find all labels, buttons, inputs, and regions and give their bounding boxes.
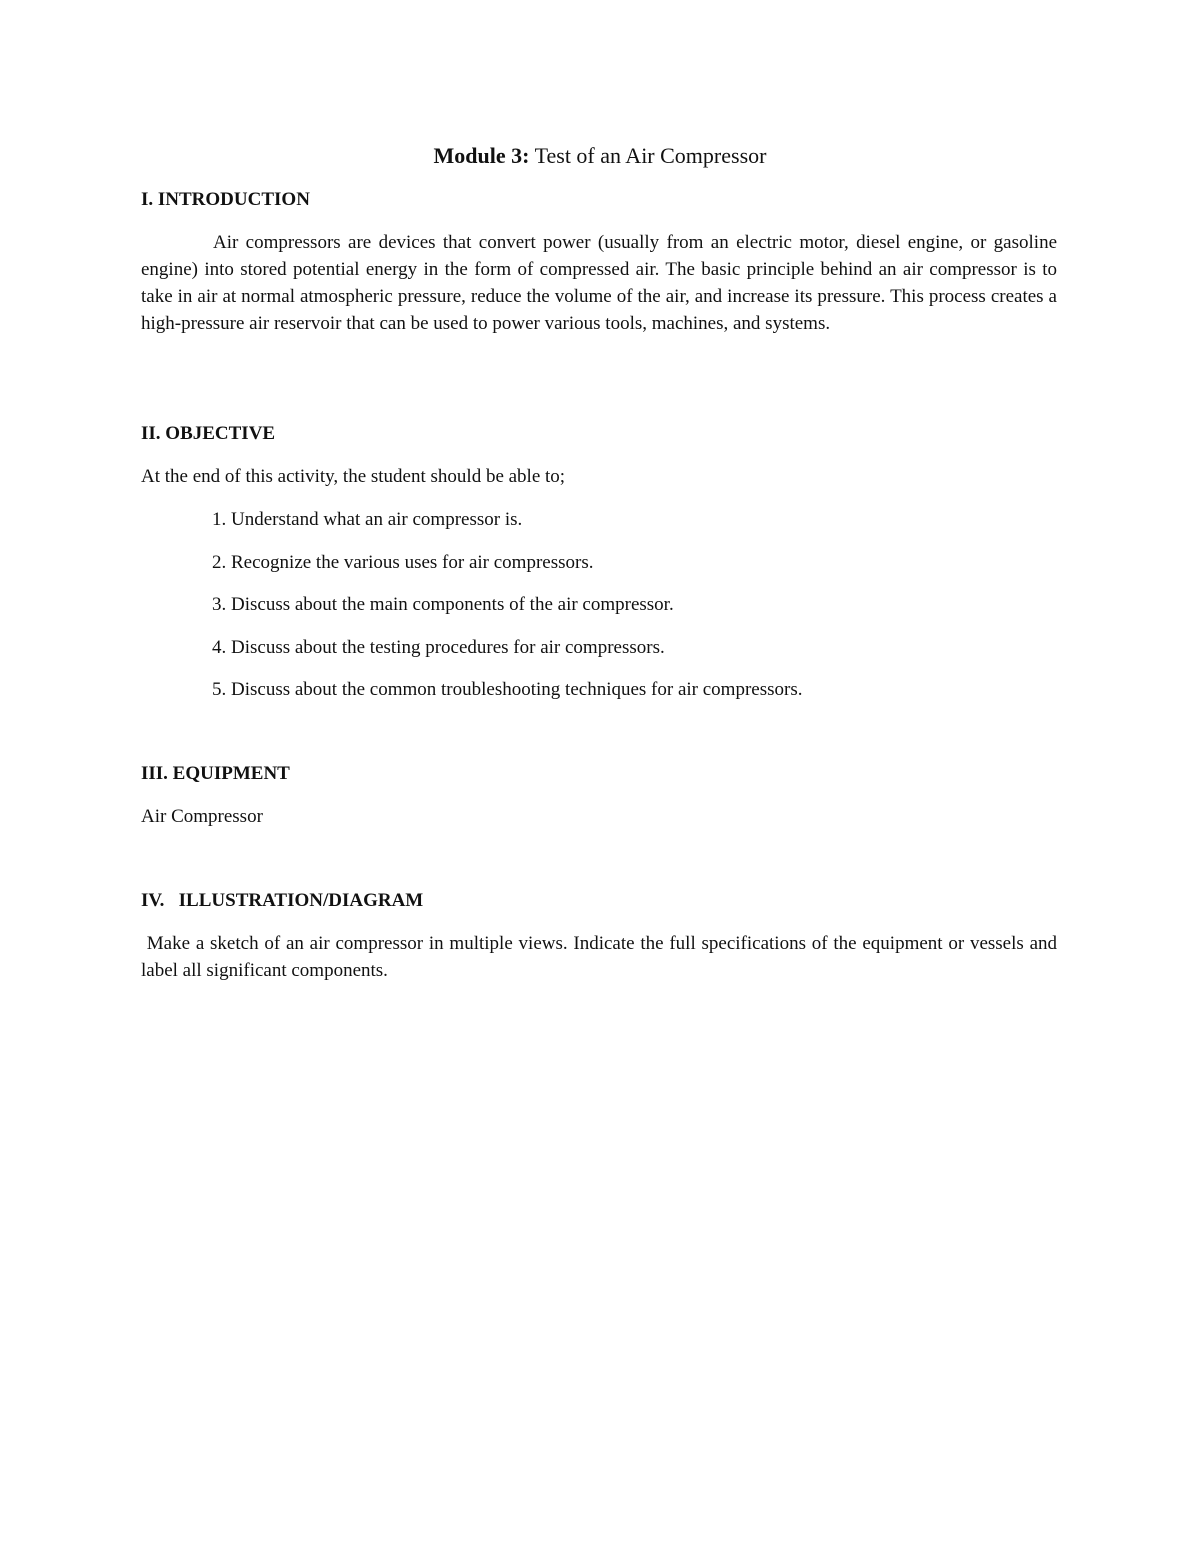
- illustration-body: Make a sketch of an air compressor in multiple views. Indicate the full specifications of the equipment or vessels and label all significant components.: [141, 933, 1062, 981]
- objective-item: 3. Discuss about the main components of the air compressor.: [212, 594, 674, 616]
- module-name: Test of an Air Compressor: [529, 143, 767, 168]
- equipment-heading: III. EQUIPMENT: [141, 763, 290, 784]
- page-title: [0, 142, 1200, 170]
- objective-list: [212, 508, 802, 721]
- objective-item: 1. Understand what an air compressor is.: [212, 509, 523, 530]
- illustration-heading: IV. ILLUSTRATION/DIAGRAM: [141, 890, 424, 911]
- objective-item: 4. Discuss about the testing procedures for air compressors.: [212, 636, 665, 658]
- objective-item: 5. Discuss about the common troubleshooting techniques for air compressors.: [212, 679, 803, 701]
- module-number: Module 3:: [433, 143, 530, 168]
- objective-item: 2. Recognize the various uses for air compressors.: [212, 551, 594, 573]
- equipment-item: Air Compressor: [141, 806, 263, 827]
- objective-lead: At the end of this activity, the student should be able to;: [141, 466, 566, 487]
- introduction-heading: I. INTRODUCTION: [141, 189, 310, 210]
- objective-heading: II. OBJECTIVE: [141, 423, 276, 444]
- introduction-body: Air compressors are devices that convert power (usually from an electric motor, diesel engine, or gasoline engine) into stored potential energy in the form of compressed air. The basic principle behind an air compressor is to take in air at normal atmospheric pressure, reduce the volume of the air, and increase its pressure. This process creates a high-pressure air reservoir that can be used to power various tools, machines, and systems.: [141, 232, 1057, 334]
